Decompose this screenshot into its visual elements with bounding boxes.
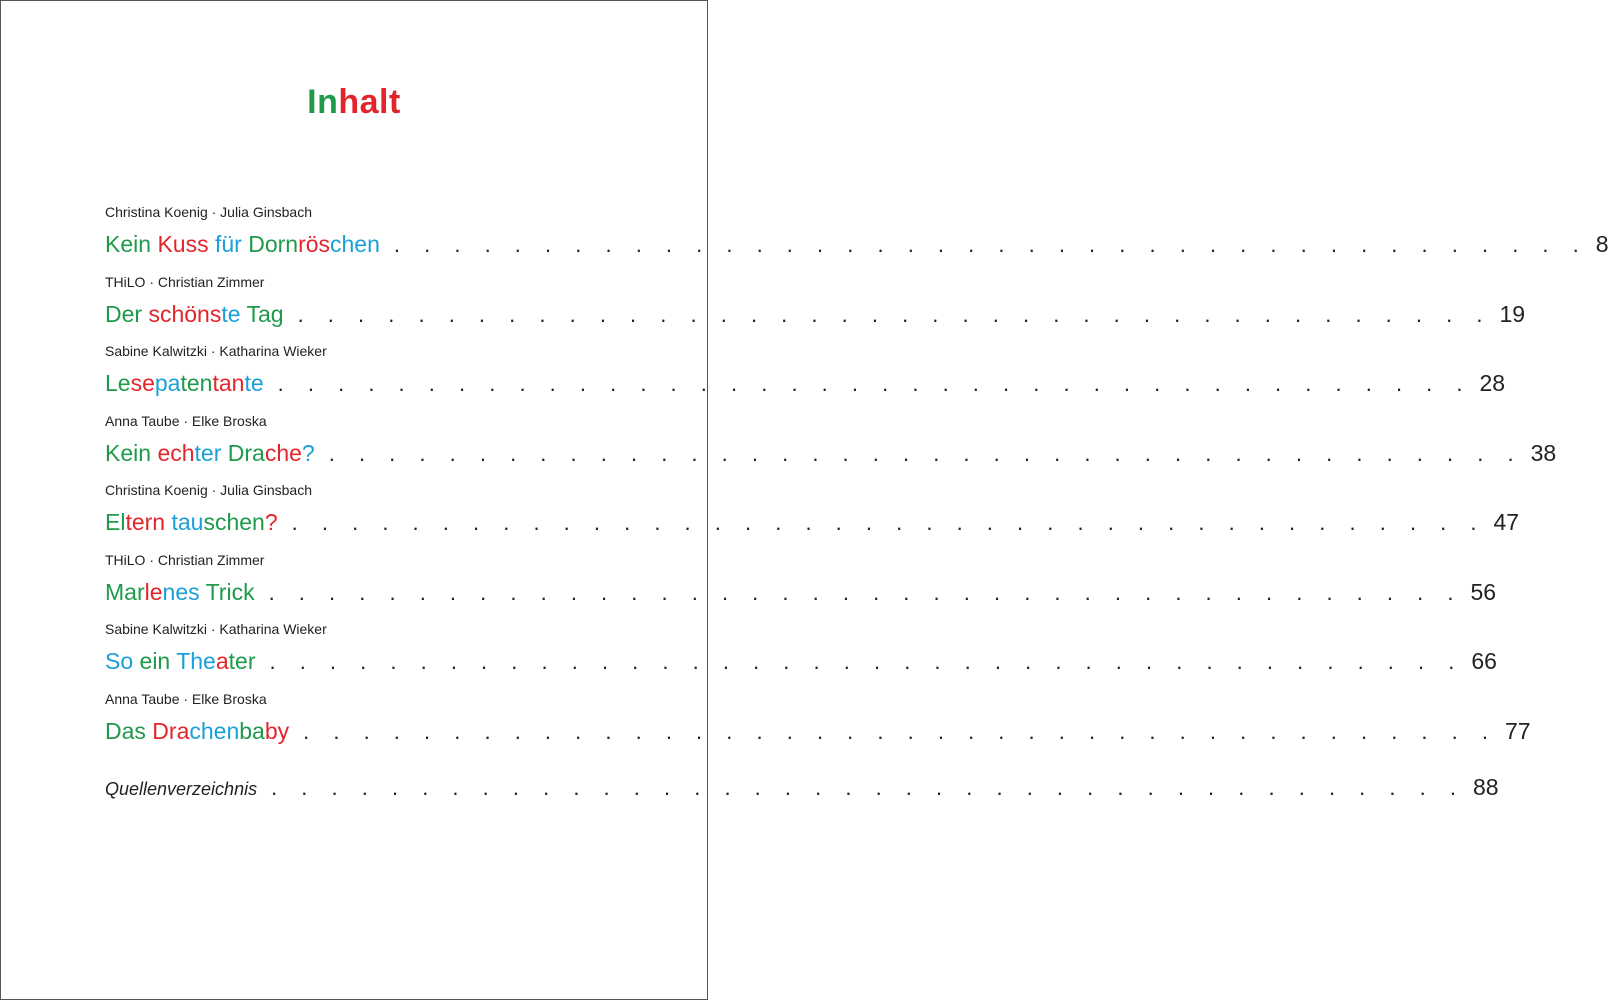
page-number: 8 [1595,231,1609,257]
title-segment: In [307,83,339,121]
toc-entry[interactable] [105,343,1506,413]
title-syllable: schen [203,509,265,535]
title-syllable: Der [105,300,149,327]
toc-entry[interactable] [105,273,1526,344]
title-syllable: ten [180,370,213,396]
sources-label: Quellenverzeichnis [105,779,258,799]
entry-authors: Sabine Kalwitzki · Katharina Wieker [105,621,327,637]
entry-title [105,440,315,467]
entry-authors: Christina Koenig · Julia Ginsbach [105,204,312,220]
page-number: 66 [1471,648,1497,674]
toc-entry[interactable] [105,690,1531,761]
title-syllable: ech [157,439,195,466]
page-number: 56 [1470,578,1497,605]
title-syllable: für [208,231,249,257]
toc-list [105,204,1609,760]
title-syllable: a [215,648,229,674]
toc-entry[interactable] [105,412,1557,483]
title-syllable: tau [165,509,204,535]
dot-leader: . . . . . . . . . . . . . . . . . . . . . . . . . . . . . . . . . . . . . . . . [303,718,1497,744]
title-syllable: ba [239,717,265,744]
title-syllable: te [221,300,241,327]
page-title [1,83,707,122]
title-syllable: Kein [105,439,158,466]
title-syllable: Das [105,717,153,744]
title-syllable: chen [330,231,380,257]
title-syllable: The [170,648,216,674]
title-syllable: El [105,509,126,535]
page-number: 88 [1472,774,1499,800]
page-number: 28 [1479,370,1506,396]
title-syllable: Kuss [157,231,209,257]
title-syllable: nes [162,578,200,605]
entry-title [105,648,255,675]
entry-title [105,301,284,328]
entry-authors: Christina Koenig · Julia Ginsbach [105,482,312,498]
page-number: 77 [1505,717,1531,744]
title-syllable: by [264,717,290,744]
page-number: 38 [1530,439,1557,466]
entry-authors: THiLO · Christian Zimmer [105,551,265,568]
entry-title [105,579,255,606]
title-syllable: chen [189,717,240,744]
toc-entry[interactable] [105,482,1520,552]
title-syllable: ter [228,648,256,674]
title-syllable: Trick [199,578,255,605]
title-syllable: le [144,578,163,605]
title-syllable: tern [125,509,166,535]
entry-title [105,370,264,397]
title-syllable: schöns [148,300,222,327]
toc-entry[interactable] [105,204,1609,274]
title-syllable: se [130,370,155,396]
dot-leader: . . . . . . . . . . . . . . . . . . . . . . . . . . . . . . . . . . . . . . . . [268,579,1463,605]
entry-authors: Sabine Kalwitzki · Katharina Wieker [105,343,327,359]
title-syllable: Mar [105,578,145,605]
title-syllable: Dorn [248,231,299,257]
page-number: 19 [1499,300,1526,327]
title-syllable: Dra [221,439,265,466]
title-syllable: te [244,370,264,396]
dot-leader: . . . . . . . . . . . . . . . . . . . . . . . . . . . . . . . . . . . . . . . . [393,232,1588,257]
toc-entry[interactable] [105,551,1497,622]
title-syllable: ? [301,439,315,466]
title-syllable: ? [264,509,278,535]
title-syllable: rös [298,231,331,257]
dot-leader: . . . . . . . . . . . . . . . . . . . . . . . . . . . . . . . . . . . . . . . . [277,371,1472,396]
entry-authors: THiLO · Christian Zimmer [105,273,265,290]
title-syllable: ein [139,648,171,674]
toc-entry[interactable] [105,621,1497,691]
entry-authors: Anna Taube · Elke Broska [105,412,267,429]
title-segment: halt [338,83,401,121]
title-syllable: ter [194,439,222,466]
entry-title [105,509,278,536]
entry-title [105,231,380,258]
title-syllable: Kein [105,231,158,257]
title-syllable: che [264,439,302,466]
title-syllable: tan [212,370,245,396]
dot-leader: . . . . . . . . . . . . . . . . . . . . . . . . . . . . . . . . . . . . . . . . [328,440,1523,466]
dot-leader: . . . . . . . . . . . . . . . . . . . . . . . . . . . . . . . . . . . . . . . . [269,649,1464,674]
title-syllable: Dra [152,717,190,744]
dot-leader: . . . . . . . . . . . . . . . . . . . . . . . . . . . . . . . . . . . . . . . . [291,510,1486,535]
entry-title [105,718,289,745]
title-syllable: Tag [240,300,284,327]
dot-leader: . . . . . . . . . . . . . . . . . . . . . . . . . . . . . . . . . . . . . . . . [271,775,1465,800]
entry-authors: Anna Taube · Elke Broska [105,690,267,707]
title-syllable: pa [154,370,181,396]
title-syllable: Le [105,370,131,396]
title-syllable: So [105,648,140,674]
page-number: 47 [1493,509,1520,535]
dot-leader: . . . . . . . . . . . . . . . . . . . . . . . . . . . . . . . . . . . . . . . . [297,301,1492,327]
